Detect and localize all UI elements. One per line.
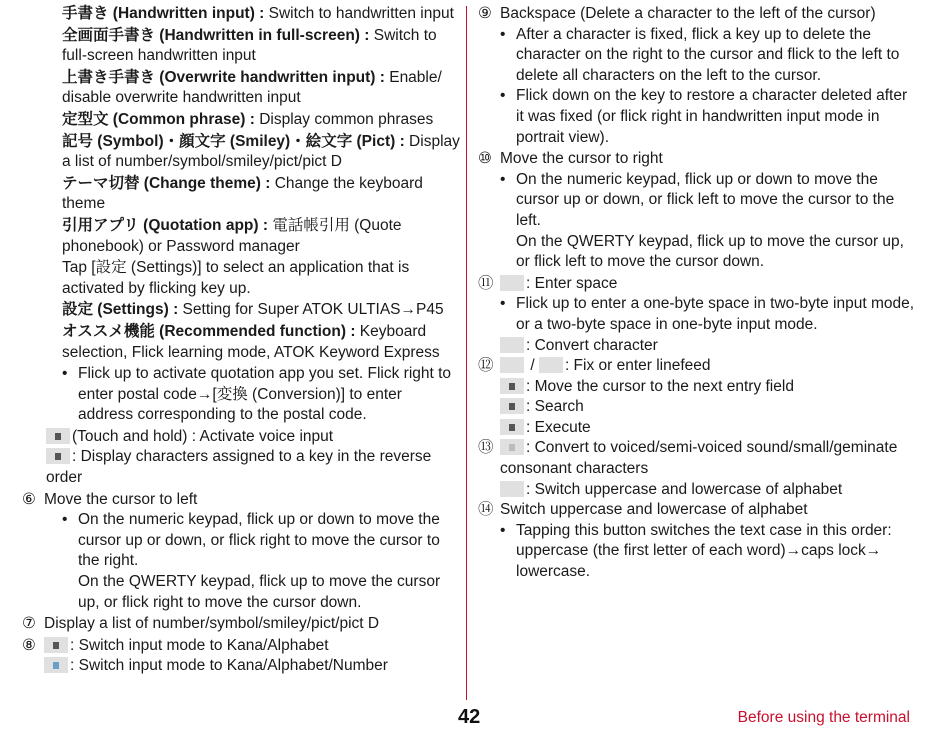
menu-entry-desc: Switch to full-screen handwritten input xyxy=(62,26,437,65)
item-12-search: : Search xyxy=(500,397,918,418)
menu-entry-term: 引用アプリ (Quotation app) : xyxy=(62,216,269,234)
item-13: ⑬ : Convert to voiced/semi-voiced sound/small/geminate consonant characters xyxy=(478,439,898,478)
reverse-order-line: : Display characters assigned to a key in the reverse order xyxy=(46,448,432,487)
item-11: ⑪ : Enter space xyxy=(478,274,618,292)
search-key-icon xyxy=(500,398,524,414)
item-title: Move the cursor to right xyxy=(500,150,663,168)
item-14: ⑭ Switch uppercase and lowercase of alphabet xyxy=(478,500,918,521)
space-key-icon xyxy=(500,275,524,291)
menu-entry-term: 設定 (Settings) : xyxy=(62,301,179,319)
voiced-sound-key-icon xyxy=(500,439,524,455)
item-12: ⑫ / : Fix or enter linefeed xyxy=(478,357,711,375)
menu-entry xyxy=(62,132,460,173)
item-title: Move the cursor to left xyxy=(44,490,198,508)
item-9: ⑨ Backspace (Delete a character to the left of the cursor) xyxy=(478,4,918,25)
next-field-key-icon xyxy=(500,378,524,394)
item-6-extra: On the QWERTY keypad, flick up to move the cursor up, or flick right to move the cursor down. xyxy=(78,573,441,611)
left-column xyxy=(22,4,460,677)
case-switch-key-icon xyxy=(500,481,524,497)
menu-entry-desc: Switch to handwritten input xyxy=(264,5,454,22)
bullet-text: Flick up to activate quotation app you set. Flick right to enter postal code→[変換 (Conversion)] to enter address corresponding to the postal code. xyxy=(78,365,452,424)
item-11-extra: : Convert character xyxy=(500,336,918,357)
item-13-extra: : Switch uppercase and lowercase of alphabet xyxy=(500,480,918,501)
bullet-mark: • xyxy=(62,365,68,383)
menu-entry xyxy=(62,174,460,215)
kana-alphabet-key-icon xyxy=(44,637,68,653)
bullet-quotation xyxy=(62,364,460,426)
item-11-bullet: • Flick up to enter a one-byte space in two-byte input mode, or a two-byte space in one-byte input mode. xyxy=(500,295,915,333)
menu-entry xyxy=(62,216,460,257)
page-number: 42 xyxy=(458,706,481,728)
menu-entry-desc: Display a list of number/symbol/smiley/pict/pict D xyxy=(62,132,460,171)
menu-entry-desc: Tap [設定 (Settings)] to select an application that is activated by flicking key up. xyxy=(62,259,410,297)
microphone-key-icon xyxy=(46,428,70,444)
menu-entry xyxy=(62,26,460,67)
kana-alphabet-number-key-icon xyxy=(44,657,68,673)
right-column xyxy=(478,4,918,583)
fix-key-icon xyxy=(500,357,524,373)
item-title: Switch uppercase and lowercase of alphabet xyxy=(500,501,808,519)
menu-entry-term: 全画面手書き (Handwritten in full-screen) : xyxy=(62,26,370,44)
item-title: Display a list of number/symbol/smiley/pict/pict D xyxy=(44,615,380,633)
menu-entry xyxy=(62,258,460,299)
column-divider xyxy=(466,6,467,700)
section-title: Before using the terminal xyxy=(737,709,910,726)
menu-entry-term: 手書き (Handwritten input) : xyxy=(62,5,265,22)
item-12-execute: : Execute xyxy=(500,418,918,439)
menu-entry-desc: Setting for Super ATOK ULTIAS→P45 xyxy=(178,301,444,319)
menu-entry xyxy=(62,68,460,109)
item-10: ⑩ Move the cursor to right xyxy=(478,149,918,170)
item-12-next-field: : Move the cursor to the next entry field xyxy=(500,377,918,398)
menu-entry xyxy=(62,300,460,321)
item-8: ⑧ : Switch input mode to Kana/Alphabet xyxy=(22,636,329,654)
menu-entry xyxy=(62,322,460,363)
menu-entry-desc: Enable/ disable overwrite handwritten input xyxy=(62,68,442,107)
menu-entry-term: オススメ機能 (Recommended function) : xyxy=(62,322,356,340)
linefeed-key-icon xyxy=(539,357,563,373)
menu-entry-term: 記号 (Symbol)・顔文字 (Smiley)・絵文字 (Pict) : xyxy=(62,132,405,150)
item-10-bullet: • On the numeric keypad, flick up or down to move the cursor up or down, or flick left to move the cursor to the left. xyxy=(500,170,895,229)
convert-key-icon xyxy=(500,337,524,353)
keyboard-menu-list xyxy=(40,4,460,363)
menu-entry xyxy=(62,110,460,131)
menu-entry-desc: Change the keyboard theme xyxy=(62,174,423,213)
reverse-key-icon xyxy=(46,448,70,464)
voice-input-line: (Touch and hold) : Activate voice input xyxy=(46,427,460,448)
item-title: Backspace (Delete a character to the left of the cursor) xyxy=(500,5,876,22)
execute-key-icon xyxy=(500,419,524,435)
menu-entry-term: 定型文 (Common phrase) : xyxy=(62,110,255,128)
menu-entry-term: 上書き手書き (Overwrite handwritten input) : xyxy=(62,68,385,86)
item-8-line2: : Switch input mode to Kana/Alphabet/Number xyxy=(44,656,460,677)
item-9-bullet-2: • Flick down on the key to restore a character deleted after it was fixed (or flick right in handwritten input mode in portrait view). xyxy=(500,87,908,146)
menu-entry-desc: Keyboard selection, Flick learning mode, ATOK Keyword Express xyxy=(62,322,440,361)
item-14-bullet: • Tapping this button switches the text case in this order: uppercase (the first letter of each word)→caps lock→ lowercase. xyxy=(500,521,892,581)
item-9-bullet-1: • After a character is fixed, flick a key up to delete the character on the right to the cursor and flick to the left to delete all characters on the left to the cursor. xyxy=(500,25,900,84)
menu-entry-desc: 電話帳引用 (Quote phonebook) or Password manager xyxy=(62,216,402,255)
menu-entry-desc: Display common phrases xyxy=(254,110,434,128)
item-10-extra: On the QWERTY keypad, flick up to move the cursor up, or flick left to move the cursor down. xyxy=(516,232,904,271)
item-7: ⑦ Display a list of number/symbol/smiley/pict/pict D xyxy=(22,614,460,635)
menu-entry xyxy=(62,4,460,25)
item-6: ⑥ Move the cursor to left xyxy=(22,490,460,511)
item-6-bullet: • On the numeric keypad, flick up or down to move the cursor up or down, or flick right to move the cursor to the right. xyxy=(62,511,440,570)
menu-entry-term: テーマ切替 (Change theme) : xyxy=(62,174,271,192)
